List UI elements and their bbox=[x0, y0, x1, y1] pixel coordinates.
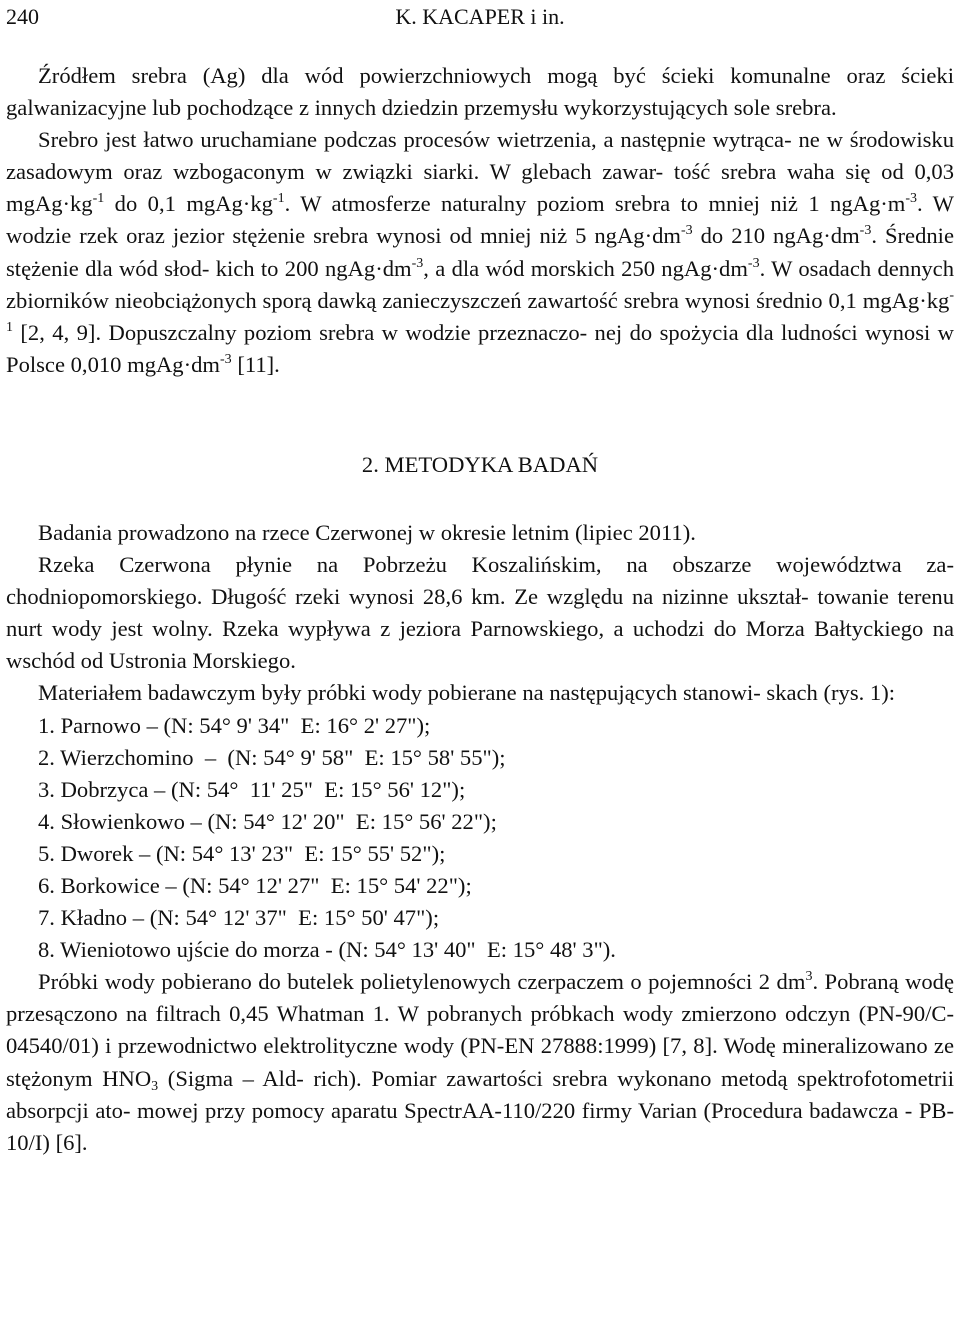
text-run: [2, 4, 9]. Dopuszczalny poziom srebra w wodzie przeznaczo- nej do spożycia dla ludności wynosi w Polsce 0,010 mgAg·dm bbox=[6, 319, 954, 377]
superscript: -3 bbox=[859, 223, 872, 239]
intro-paragraph-2 bbox=[6, 124, 954, 381]
running-head: K. KACAPER i in. bbox=[395, 4, 565, 29]
superscript: 3 bbox=[805, 969, 813, 985]
sampling-site-3: 3. Dobrzyca – (N: 54° 11' 25" E: 15° 56' 12"); bbox=[38, 776, 466, 802]
sampling-site-6: 6. Borkowice – (N: 54° 12' 27" E: 15° 54' 22"); bbox=[38, 872, 472, 898]
text-run: . W atmosferze naturalny poziom srebra to mniej niż 1 ngAg·m bbox=[284, 191, 906, 217]
superscript: -3 bbox=[905, 191, 918, 207]
text-run: do 210 ngAg·dm bbox=[692, 223, 860, 249]
text-run: Srebro jest łatwo uruchamiane podczas procesów wietrzenia, a następnie wytrąca- ne w środowisku zasadowym oraz wzbogaconym w związki siarki. W glebach zawar- tość srebra waha się od 0,03 mgAg·kg bbox=[6, 127, 954, 217]
text-run: . W wodzie rzek oraz jezior stężenie srebra wynosi od mniej niż 5 ngAg·dm bbox=[6, 191, 954, 249]
section-heading: 2. METODYKA BADAŃ bbox=[361, 451, 599, 477]
sampling-site-7: 7. Kładno – (N: 54° 12' 37" E: 15° 50' 47"); bbox=[38, 905, 440, 931]
superscript: -3 bbox=[680, 223, 693, 239]
intro-paragraph-1: Źródłem srebra (Ag) dla wód powierzchniowych mogą być ścieki komunalne oraz ścieki galwanizacyjne lub pochodzące z innych dziedzin przemysłu wykorzystujących sole srebra. bbox=[6, 63, 954, 121]
text-run: . W osadach dennych zbiorników nieobciążonych sporą dawką zanieczyszczeń zawartość srebra wynosi średnio 0,1 mgAg·kg bbox=[6, 255, 954, 313]
text-run: . Pobraną wodę przesączono na filtrach 0,45 Whatman 1. W pobranych próbkach wody zmierzono odczyn (PN-90/C-04540/01) i przewodnictwo elektrolityczne wody (PN-EN 27888:1999) [7, 8]. Wodę mineralizowano ze stężonym HNO bbox=[6, 969, 955, 1091]
superscript: -1 bbox=[92, 191, 105, 207]
body-text bbox=[6, 60, 954, 1159]
methods-paragraph-2: Rzeka Czerwona płynie na Pobrzeżu Koszalińskim, na obszarze województwa za- chodniopomorskiego. Długość rzeki wynosi 28,6 km. Ze względu na nizinne ukształ- towanie terenu nurt wody jest wolny. Rzeka wypływa z jeziora Parnowskiego, a uchodzi do Morza Bałtyckiego na wschód od Ustronia Morskiego. bbox=[6, 552, 954, 674]
superscript: -3 bbox=[220, 351, 232, 367]
methods-paragraph-1: Badania prowadzono na rzece Czerwonej w okresie letnim (lipiec 2011). bbox=[38, 519, 696, 545]
text-run: , a dla wód morskich 250 ngAg·dm bbox=[423, 255, 748, 281]
superscript: -1 bbox=[272, 191, 285, 207]
sampling-site-1: 1. Parnowo – (N: 54° 9' 34" E: 16° 2' 27"); bbox=[38, 712, 431, 738]
text-run: do 0,1 mgAg·kg bbox=[104, 191, 273, 217]
superscript: -3 bbox=[411, 255, 424, 271]
page-number: 240 bbox=[6, 4, 39, 29]
text-run: (Sigma – Ald- rich). Pomiar zawartości srebra wykonano metodą spektrofotometrii absorpcji ato- mowej przy pomocy aparatu SpectrAA-110/220 firmy Varian (Procedura badawcza - PB-10/I) [6]. bbox=[6, 1065, 954, 1155]
spacer bbox=[6, 485, 954, 517]
subscript: 3 bbox=[151, 1078, 159, 1094]
methods-paragraph-3: Materiałem badawczym były próbki wody pobierane na następujących stanowi- skach (rys. 1): bbox=[38, 680, 896, 706]
text-run: . Średnie stężenie dla wód słod- kich to 200 ngAg·dm bbox=[6, 223, 954, 281]
page-header bbox=[6, 2, 954, 32]
methods-paragraph-4 bbox=[6, 966, 954, 1159]
text-run: [11]. bbox=[231, 351, 280, 377]
sampling-site-8: 8. Wieniotowo ujście do morza - (N: 54° 13' 40" E: 15° 48' 3"). bbox=[38, 937, 616, 963]
spacer bbox=[6, 381, 954, 445]
sampling-site-2: 2. Wierzchomino – (N: 54° 9' 58" E: 15° 58' 55"); bbox=[38, 744, 506, 770]
sampling-site-5: 5. Dworek – (N: 54° 13' 23" E: 15° 55' 52"); bbox=[38, 840, 446, 866]
text-run: Próbki wody pobierano do butelek polietylenowych czerpaczem o pojemności 2 dm bbox=[38, 969, 806, 995]
superscript: -1 bbox=[6, 287, 954, 335]
sampling-site-4: 4. Słowienkowo – (N: 54° 12' 20" E: 15° 56' 22"); bbox=[38, 808, 497, 834]
superscript: -3 bbox=[747, 255, 760, 271]
